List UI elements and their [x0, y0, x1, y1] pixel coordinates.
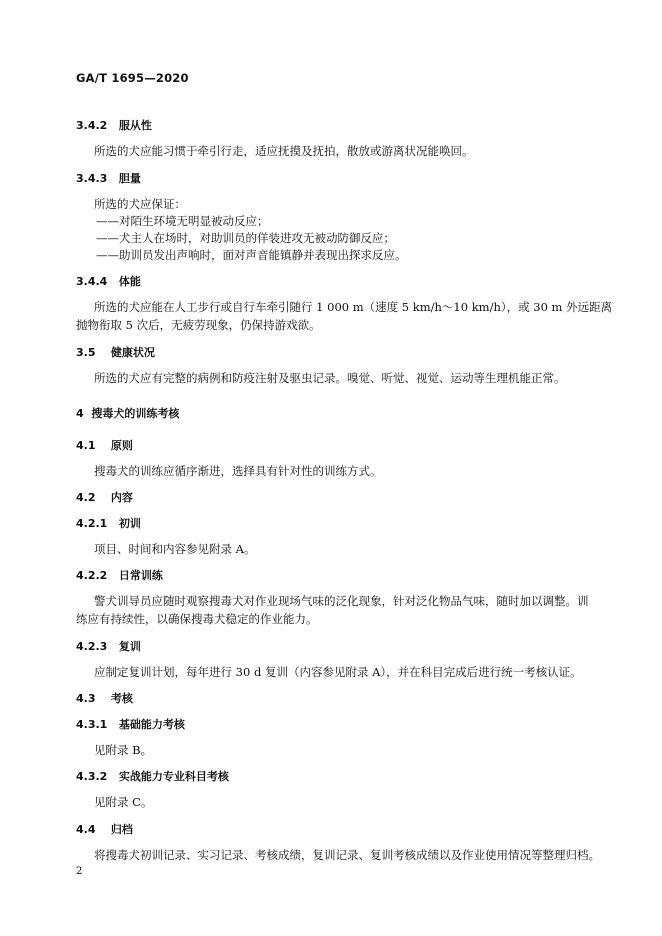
section-title: 复训	[118, 640, 141, 653]
section-title: 搜毒犬的训练考核	[91, 407, 180, 420]
section-title: 服从性	[118, 119, 152, 132]
heading-3-5	[76, 344, 155, 360]
paragraph: 将搜毒犬初训记录、实习记录、考核成绩，复训记录、复训考核成绩以及作业使用情况等整理归档。	[94, 848, 600, 862]
section-title: 原则	[110, 439, 133, 452]
section-number: 4.3	[76, 692, 96, 705]
heading-4-3-2	[76, 768, 229, 784]
paragraph: 所选的犬应能习惯于牵引行走，适应抚摸及抚拍，散放或游离状况能唤回。	[94, 144, 474, 158]
paragraph: 见附录 B。	[94, 743, 153, 757]
page-number: 2	[76, 866, 83, 877]
heading-3-4-4	[76, 273, 141, 289]
document-code: GA/T 1695—2020	[76, 71, 189, 85]
paragraph-line: 所选的犬应能在人工步行或自行车牵引随行 1 000 m（速度 5 km/h～10 km/h），或 30 m 外远距离	[94, 300, 613, 314]
heading-4-1	[76, 437, 133, 453]
heading-3-4-2	[76, 117, 152, 133]
section-number: 4.3.1	[76, 718, 108, 731]
section-number: 4.2	[76, 491, 96, 504]
paragraph: 所选的犬应保证：	[94, 197, 186, 211]
heading-4	[76, 405, 179, 421]
heading-4-2-1	[76, 515, 141, 531]
paragraph: 应制定复训计划，每年进行 30 d 复训（内容参见附录 A），并在科目完成后进行统一考核认证。	[94, 665, 582, 679]
section-number: 4.3.2	[76, 770, 108, 783]
paragraph: 搜毒犬的训练应循序渐进，选择具有针对性的训练方式。	[94, 464, 382, 478]
paragraph-line: 练应有持续性，以确保搜毒犬稳定的作业能力。	[76, 612, 318, 626]
heading-4-2	[76, 489, 133, 505]
section-title: 胆量	[118, 172, 141, 185]
heading-4-3-1	[76, 716, 185, 732]
section-number: 3.5	[76, 346, 96, 359]
section-title: 内容	[110, 491, 133, 504]
section-number: 4	[76, 407, 84, 420]
paragraph-line: 警犬训导员应随时观察搜毒犬对作业现场气味的泛化现象，针对泛化物品气味，随时加以调整。训	[94, 594, 589, 608]
heading-3-4-3	[76, 170, 141, 186]
paragraph: 项目、时间和内容参见附录 A。	[94, 542, 256, 556]
section-number: 4.2.2	[76, 569, 108, 582]
section-title: 初训	[118, 517, 141, 530]
section-title: 考核	[110, 692, 133, 705]
section-number: 3.4.3	[76, 172, 108, 185]
section-title: 基础能力考核	[118, 718, 185, 731]
section-title: 体能	[118, 275, 141, 288]
list-item: ——对陌生环境无明显被动反应；	[96, 214, 269, 228]
section-title: 日常训练	[118, 569, 163, 582]
section-number: 3.4.2	[76, 119, 108, 132]
section-number: 4.4	[76, 823, 96, 836]
section-title: 实战能力专业科目考核	[118, 770, 229, 783]
section-number: 4.2.1	[76, 517, 108, 530]
section-title: 归档	[110, 823, 133, 836]
heading-4-4	[76, 821, 133, 837]
paragraph: 见附录 C。	[94, 795, 153, 809]
section-number: 3.4.4	[76, 275, 108, 288]
section-number: 4.2.3	[76, 640, 108, 653]
paragraph-line: 抛物衔取 5 次后，无疲劳现象，仍保持游戏欲。	[76, 318, 321, 332]
list-item: ——助训员发出声响时，面对声音能镇静并表现出探求反应。	[96, 248, 407, 262]
heading-4-3	[76, 690, 133, 706]
list-item: ——犬主人在场时，对助训员的佯装进攻无被动防御反应；	[96, 231, 395, 245]
section-title: 健康状况	[110, 346, 155, 359]
section-number: 4.1	[76, 439, 96, 452]
heading-4-2-2	[76, 567, 163, 583]
heading-4-2-3	[76, 638, 141, 654]
paragraph: 所选的犬应有完整的病例和防疫注射及驱虫记录。嗅觉、听觉、视觉、运动等生理机能正常。	[94, 371, 566, 385]
